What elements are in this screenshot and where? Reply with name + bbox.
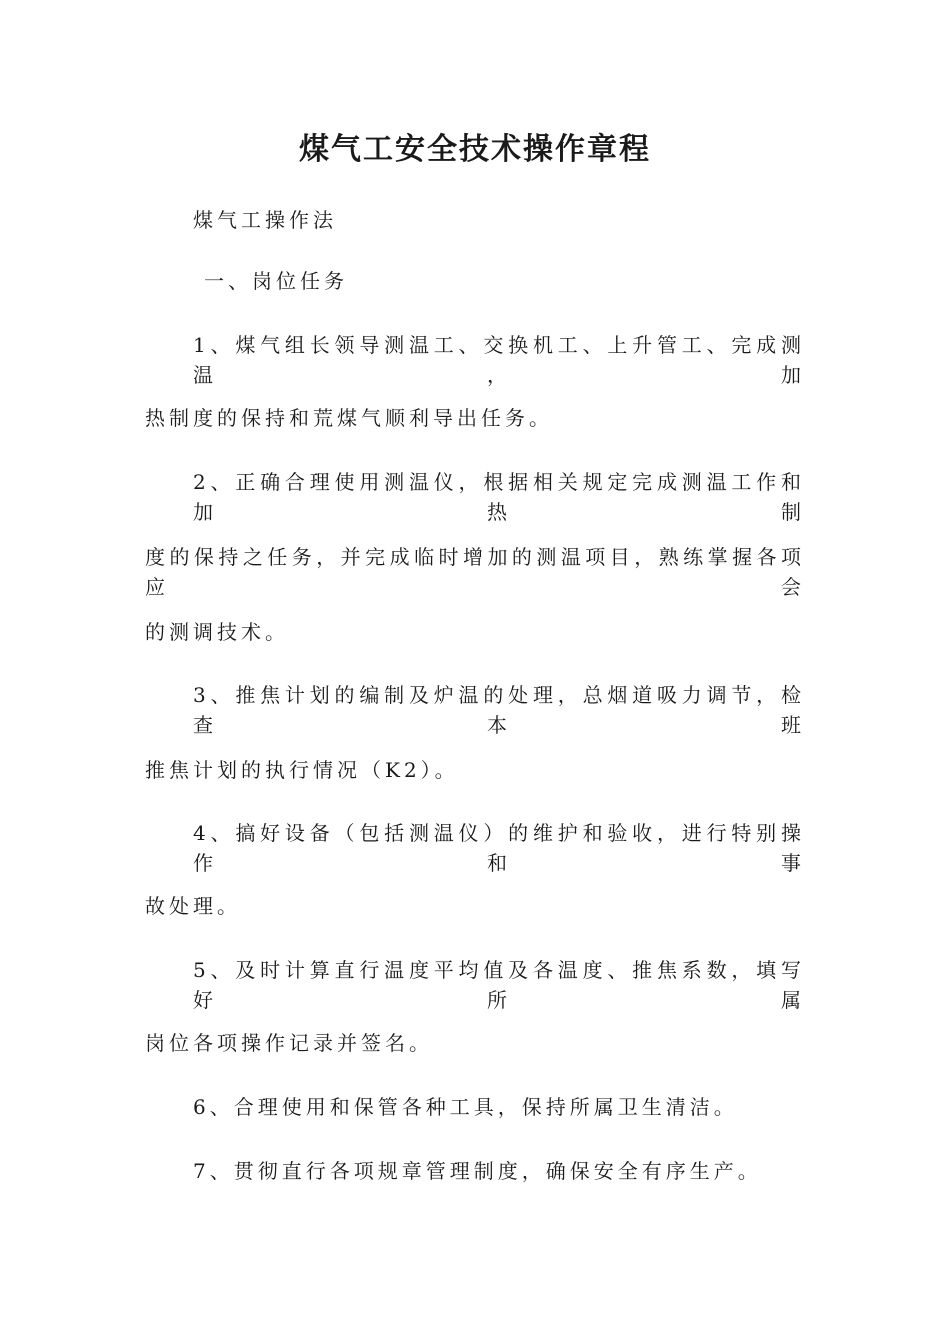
- item-2-line-3: 的测调技术。: [145, 620, 289, 644]
- section-heading: 一、岗位任务: [204, 269, 348, 293]
- item-2-line-2: 度的保持之任务，并完成临时增加的测温项目，熟练掌握各项应会: [145, 545, 805, 599]
- item-2-line-1: 2、正确合理使用测温仪，根据相关规定完成测温工作和加热制: [193, 470, 805, 524]
- subtitle: 煤气工操作法: [193, 208, 337, 232]
- item-6-line-1: 6、合理使用和保管各种工具，保持所属卫生清洁。: [193, 1095, 738, 1119]
- item-5-line-2: 岗位各项操作记录并签名。: [145, 1031, 433, 1055]
- item-4-line-2: 故处理。: [145, 894, 241, 918]
- document-title: 煤气工安全技术操作章程: [299, 132, 651, 167]
- item-3-line-1: 3、推焦计划的编制及炉温的处理，总烟道吸力调节，检查本班: [193, 683, 805, 737]
- item-5-line-1: 5、及时计算直行温度平均值及各温度、推焦系数，填写好所属: [193, 958, 805, 1012]
- item-7-line-1: 7、贯彻直行各项规章管理制度，确保安全有序生产。: [193, 1159, 762, 1183]
- item-1-line-1: 1、煤气组长领导测温工、交换机工、上升管工、完成测温，加: [193, 333, 805, 387]
- item-1-line-2: 热制度的保持和荒煤气顺利导出任务。: [145, 406, 553, 430]
- item-4-line-1: 4、搞好设备（包括测温仪）的维护和验收，进行特别操作和事: [193, 821, 805, 875]
- item-3-line-2: 推焦计划的执行情况（K2）。: [145, 758, 459, 782]
